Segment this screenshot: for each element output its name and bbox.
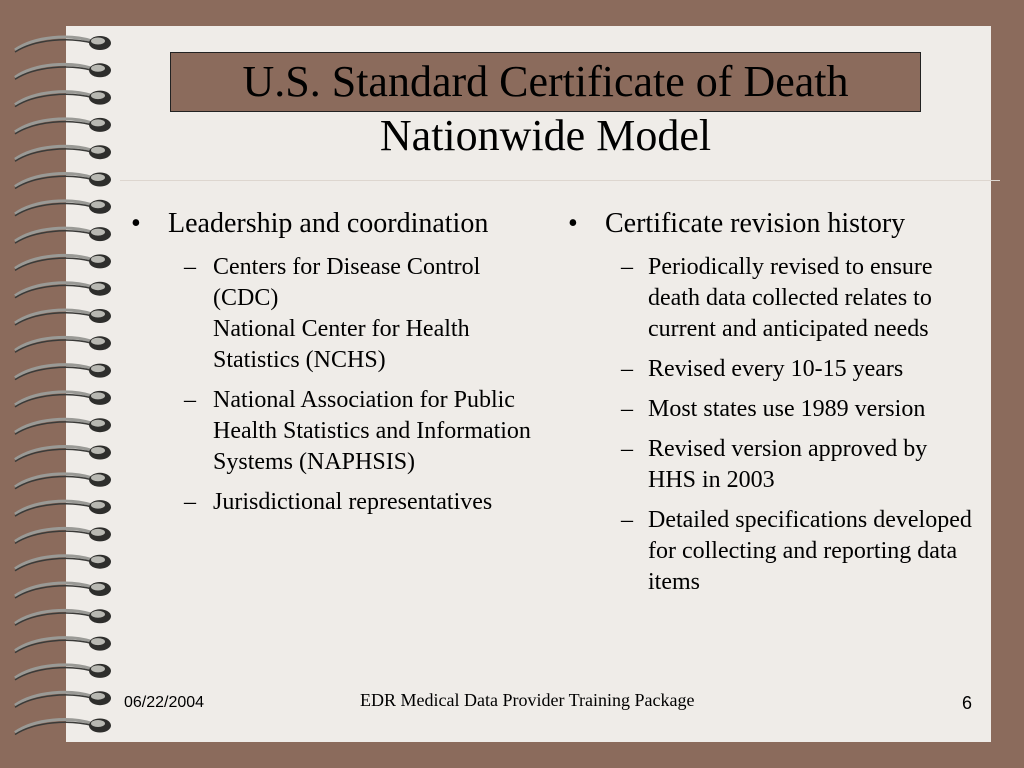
dash-icon: –: [621, 396, 633, 422]
bullet-leadership: [125, 205, 540, 518]
sub-bullet-text: Periodically revised to ensure death data collected relates to current and anticipated needs: [648, 254, 933, 342]
spiral-ring-icon: [15, 391, 111, 407]
spiral-ring-icon: [15, 691, 111, 707]
spiral-ring-icon: [15, 582, 111, 598]
sub-bullet: [605, 252, 972, 345]
spiral-ring-icon: [15, 36, 111, 52]
sub-bullet-text: Revised every 10-15 years: [648, 356, 904, 382]
right-column: [562, 205, 972, 612]
spiral-ring-icon: [15, 173, 111, 189]
dash-icon: –: [184, 387, 196, 413]
spiral-ring-icon: [15, 200, 111, 216]
spiral-ring-icon: [15, 500, 111, 516]
spiral-ring-icon: [15, 309, 111, 325]
bullet-revision-history: [562, 205, 972, 598]
title-box: [170, 52, 921, 112]
sub-bullet-text: Most states use 1989 version: [648, 396, 926, 422]
dash-icon: –: [621, 436, 633, 462]
sub-bullet: [168, 385, 540, 478]
dash-icon: –: [621, 507, 633, 533]
sub-bullet: [605, 394, 972, 425]
sub-bullet: [168, 252, 540, 376]
spiral-ring-icon: [15, 63, 111, 79]
spiral-ring-icon: [15, 637, 111, 653]
title-divider: [120, 180, 1000, 181]
spiral-ring-icon: [15, 719, 111, 735]
spiral-ring-icon: [15, 446, 111, 462]
bullet-dot-icon: •: [568, 208, 578, 239]
slide-title: U.S. Standard Certificate of Death: [242, 57, 849, 106]
bullet-heading: Certificate revision history: [605, 208, 906, 239]
spiral-ring-icon: [15, 418, 111, 434]
bullet-dot-icon: •: [131, 208, 141, 239]
footer-title: EDR Medical Data Provider Training Package: [360, 690, 695, 710]
spiral-ring-icon: [15, 118, 111, 134]
sub-bullet: [605, 354, 972, 385]
sub-bullet-text: Jurisdictional representatives: [213, 489, 493, 515]
dash-icon: –: [184, 254, 196, 280]
spiral-ring-icon: [15, 473, 111, 489]
spiral-ring-icon: [15, 336, 111, 352]
spiral-ring-icon: [15, 91, 111, 107]
sub-bullet-text: Revised version approved by HHS in 2003: [648, 436, 928, 493]
spiral-ring-icon: [15, 227, 111, 243]
sub-bullet-text: Detailed specifications developed for collecting and reporting data items: [648, 507, 972, 595]
bullet-heading: Leadership and coordination: [168, 208, 489, 239]
dash-icon: –: [184, 489, 196, 515]
spiral-ring-icon: [15, 254, 111, 270]
sub-bullet-text: Centers for Disease Control (CDC) National Center for Health Statistics (NCHS): [213, 254, 481, 373]
sub-bullet-text: National Association for Public Health Statistics and Information Systems (NAPHSIS): [213, 387, 531, 475]
footer-date: 06/22/2004: [124, 694, 205, 711]
page-number: 6: [962, 693, 973, 713]
spiral-ring-icon: [15, 664, 111, 680]
spiral-ring-icon: [15, 364, 111, 380]
spiral-ring-icon: [15, 555, 111, 571]
spiral-ring-icon: [15, 609, 111, 625]
dash-icon: –: [621, 254, 633, 280]
slide-subtitle: Nationwide Model: [379, 111, 712, 160]
sub-bullet: [605, 505, 972, 598]
dash-icon: –: [621, 356, 633, 382]
left-column: [125, 205, 540, 532]
sub-bullet: [605, 434, 972, 496]
sub-bullet: [168, 487, 540, 518]
spiral-ring-icon: [15, 527, 111, 543]
spiral-ring-icon: [15, 145, 111, 161]
spiral-binding-icon: [10, 30, 120, 750]
spiral-ring-icon: [15, 282, 111, 298]
